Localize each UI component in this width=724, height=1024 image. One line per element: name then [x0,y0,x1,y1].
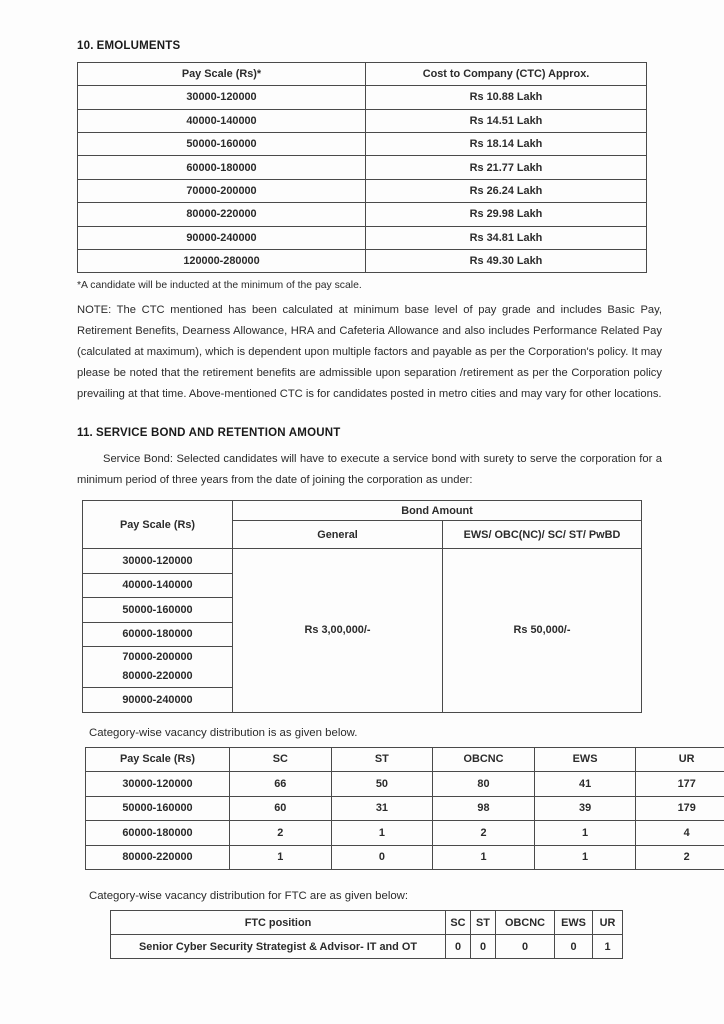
column-header-obcnc: OBCNC [433,747,535,772]
ftc-caption: Category-wise vacancy distribution for FTC are as given below: [89,890,409,903]
cell-pay-scale: 90000-240000 [83,688,233,713]
column-header-sc: SC [230,747,332,772]
column-header-ctc: Cost to Company (CTC) Approx. [366,62,647,85]
column-header-pay-scale: Pay Scale (Rs) [83,501,233,549]
cell-st: 0 [471,935,496,959]
section-heading-emoluments [77,40,662,54]
cell-st: 1 [331,821,433,846]
cell-pay-scale: 50000-160000 [78,132,366,155]
cell-obcnc: 98 [433,796,535,821]
cell-ur: 4 [636,821,724,846]
column-header-sc: SC [446,911,471,935]
column-header-reserved: EWS/ OBC(NC)/ SC/ ST/ PwBD [443,521,642,549]
cell-ctc: Rs 21.77 Lakh [366,156,647,179]
cell-pay-scale: 60000-180000 [78,156,366,179]
cell-ctc: Rs 14.51 Lakh [366,109,647,132]
service-bond-intro: Service Bond: Selected candidates will have to execute a service bond with surety to serve the corporation for a minimum period of three years from the date of joining the corporation as under: [77,453,662,487]
column-header-ews: EWS [534,747,636,772]
cell-sc: 60 [230,796,332,821]
column-header-bond-amount: Bond Amount [233,501,642,521]
cell-st: 0 [331,845,433,870]
section-title: EMOLUMENTS [96,40,181,52]
cell-ctc: Rs 29.98 Lakh [366,203,647,226]
column-header-ur: UR [636,747,724,772]
cell-obcnc: 1 [433,845,535,870]
cell-ews: 39 [534,796,636,821]
column-header-ews: EWS [555,911,593,935]
cell-obcnc: 2 [433,821,535,846]
cell-st: 50 [331,772,433,797]
table-row [78,203,647,226]
column-header-ftc-position: FTC position [111,911,446,935]
table-row [78,132,647,155]
table-header-row [78,62,647,85]
cell-pay-scale: 40000-140000 [83,573,233,598]
cell-pay-scale: 30000-120000 [83,549,233,574]
column-header-pay-scale: Pay Scale (Rs) [86,747,230,772]
cell-pay-scale: 40000-140000 [78,109,366,132]
cell-sc: 1 [230,845,332,870]
cell-ctc: Rs 49.30 Lakh [366,249,647,272]
cell-pay-scale-merged [83,647,233,688]
cell-pay-scale: 60000-180000 [86,821,230,846]
cell-ctc: Rs 18.14 Lakh [366,132,647,155]
cell-obcnc: 80 [433,772,535,797]
section-number: 10. [77,40,94,52]
table-row [86,845,724,870]
table-row [78,156,647,179]
cell-bond-amount-reserved: Rs 50,000/- [443,549,642,713]
column-header-pay-scale: Pay Scale (Rs)* [78,62,366,85]
section-title: SERVICE BOND AND RETENTION AMOUNT [95,427,341,440]
cell-pay-scale: 60000-180000 [83,622,233,647]
vacancy-caption: Category-wise vacancy distribution is as given below. [89,726,358,739]
table-row [86,796,724,821]
cell-pay-scale: 80000-220000 [122,670,193,683]
cell-ur: 1 [593,935,623,959]
table-row [86,772,724,797]
cell-ur: 179 [636,796,724,821]
cell-ctc: Rs 34.81 Lakh [366,226,647,249]
column-header-obcnc: OBCNC [496,911,555,935]
cell-ctc: Rs 26.24 Lakh [366,179,647,202]
cell-ftc-position: Senior Cyber Security Strategist & Advisor- IT and OT [111,935,446,959]
table-header-row-group [83,501,642,521]
ftc-vacancy-table [110,910,623,959]
column-header-general: General [233,521,443,549]
cell-sc: 66 [230,772,332,797]
vacancy-distribution-table [85,747,724,871]
cell-ews: 0 [555,935,593,959]
table-row [78,109,647,132]
table-row [78,249,647,272]
cell-ur: 2 [636,845,724,870]
cell-pay-scale: 90000-240000 [78,226,366,249]
cell-ews: 1 [534,821,636,846]
table-row [78,226,647,249]
cell-ctc: Rs 10.88 Lakh [366,86,647,109]
section-number: 11. [77,427,93,440]
ftc-table-body [111,935,623,959]
cell-pay-scale: 80000-220000 [78,203,366,226]
cell-pay-scale: 120000-280000 [78,249,366,272]
column-header-ur: UR [593,911,623,935]
vacancy-table-body [86,772,724,870]
cell-ews: 41 [534,772,636,797]
cell-sc: 2 [230,821,332,846]
cell-ur: 177 [636,772,724,797]
table-row [86,821,724,846]
table-row [78,179,647,202]
cell-pay-scale: 30000-120000 [86,772,230,797]
table-header-row [111,911,623,935]
table-row [78,86,647,109]
cell-obcnc: 0 [496,935,555,959]
cell-pay-scale: 80000-220000 [86,845,230,870]
table-row [111,935,623,959]
section-heading-service-bond [77,427,662,441]
emoluments-footnote: *A candidate will be inducted at the minimum of the pay scale. [77,280,362,292]
cell-st: 31 [331,796,433,821]
cell-pay-scale: 50000-160000 [83,598,233,623]
cell-ews: 1 [534,845,636,870]
cell-pay-scale: 70000-200000 [78,179,366,202]
emoluments-note-paragraph: NOTE: The CTC mentioned has been calculated at minimum base level of pay grade and includes Basic Pay, Retirement Benefits, Dearness Allowance, HRA and Cafeteria Allowance and also includes Performance Related Pay (calculated at maximum), which is dependent upon multiple factors and payable as per the Corporation's policy. It may please be noted that the retirement benefits are admissible upon separation /retirement as per the Corporation policy prevailing at that time. Above-mentioned CTC is for candidates posted in metro cities and may vary for other locations. [77,304,662,401]
service-bond-table [82,500,642,713]
column-header-st: ST [331,747,433,772]
cell-pay-scale: 70000-200000 [122,651,193,664]
cell-bond-amount-general: Rs 3,00,000/- [233,549,443,713]
column-header-st: ST [471,911,496,935]
service-bond-table-body [83,501,642,713]
table-header-row [86,747,724,772]
cell-pay-scale: 50000-160000 [86,796,230,821]
emoluments-table [77,62,647,274]
table-row [83,549,642,574]
emoluments-table-body [78,86,647,273]
cell-pay-scale: 30000-120000 [78,86,366,109]
cell-sc: 0 [446,935,471,959]
